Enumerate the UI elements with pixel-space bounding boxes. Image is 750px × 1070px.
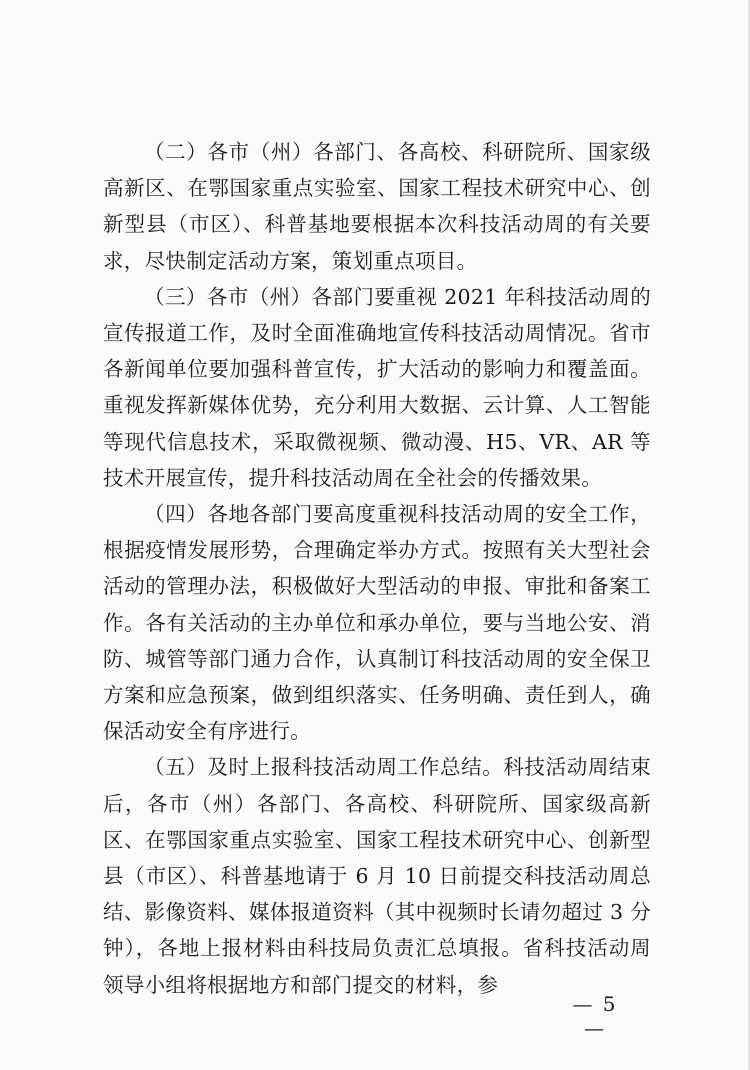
paragraph-4: （四）各地各部门要高度重视科技活动周的安全工作，根据疫情发展形势，合理确定举办方式。按照有关大型社会活动的管理办法，积极做好大型活动的申报、审批和备案工作。各有关活动的主办单位和承办单位，要与当地公安、消防、城管等部门通力合作，认真制订科技活动周的安全保卫方案和应急预案，做到组织落实、任务明确、责任到人，确保活动安全有序进行。 [103,502,651,744]
paragraph-3: （三）各市（州）各部门要重视 2021 年科技活动周的宣传报道工作，及时全面准确地宣传科技活动周情况。省市各新闻单位要加强科普宣传，扩大活动的影响力和覆盖面。重视发挥新媒体优势，充分利用大数据、云计算、人工智能等现代信息技术，采取微视频、微动漫、H5、VR、AR 等技术开展宣传，提升科技活动周在全社会的传播效果。 [103,284,651,490]
page-number: — 5 — [572,992,618,1040]
paragraph-2: （二）各市（州）各部门、各高校、科研院所、国家级高新区、在鄂国家重点实验室、国家工程技术研究中心、创新型县（市区）、科普基地要根据本次科技活动周的有关要求，尽快制定活动方案，策划重点项目。 [103,140,651,273]
document-body [103,134,651,1003]
paragraph-5: （五）及时上报科技活动周工作总结。科技活动周结束后，各市（州）各部门、各高校、科研院所、国家级高新区、在鄂国家重点实验室、国家工程技术研究中心、创新型县（市区）、科普基地请于 6 月 10 日前提交科技活动周总结、影像资料、媒体报道资料（其中视频时长请勿超过 3 分钟），各地上报材料由科技局负责汇总填报。省科技活动周领导小组将根据地方和部门提交的材料，参 [103,755,651,997]
